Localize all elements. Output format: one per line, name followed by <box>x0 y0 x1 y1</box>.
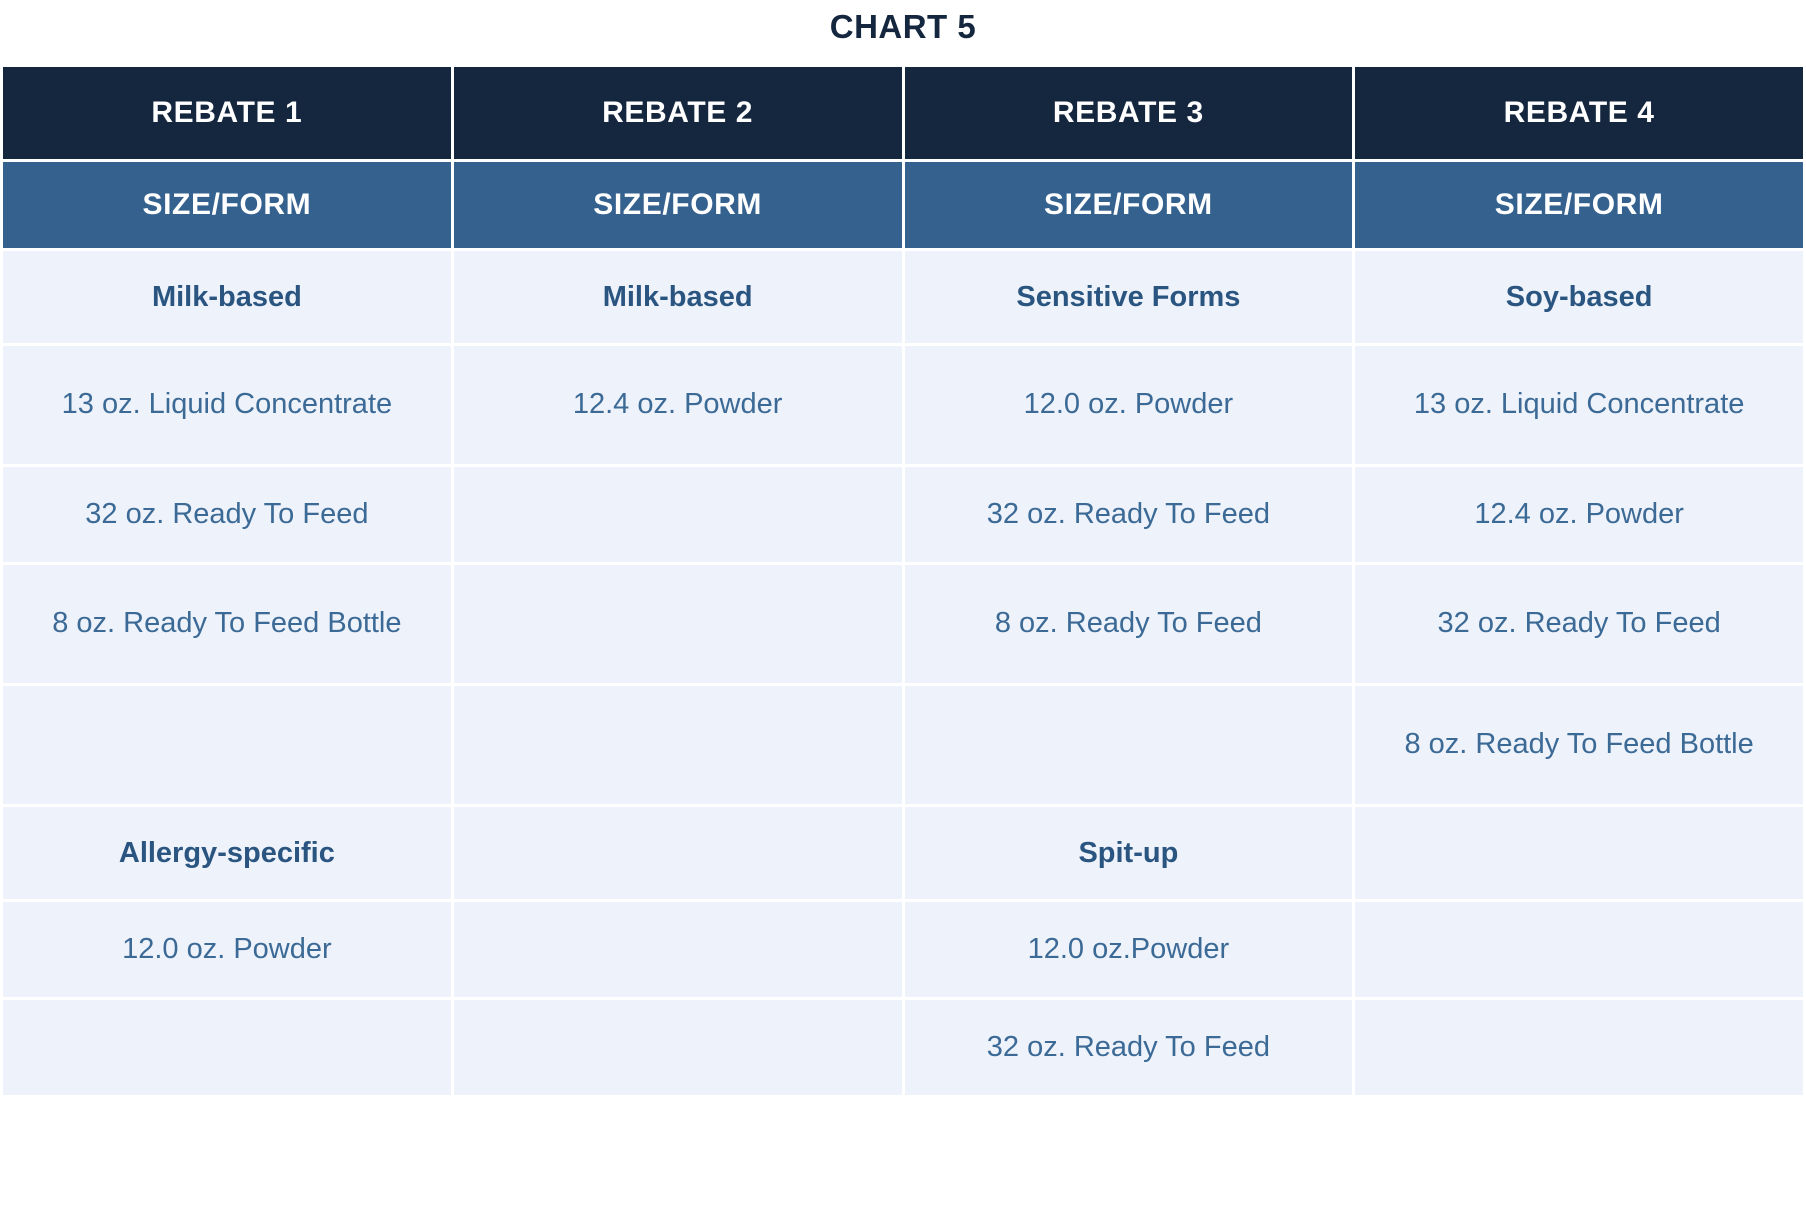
category-cell <box>454 807 902 899</box>
data-cell <box>3 686 451 804</box>
table-row <box>3 346 1803 464</box>
data-cell: 8 oz. Ready To Feed <box>905 565 1353 683</box>
data-cell: 12.0 oz. Powder <box>905 346 1353 464</box>
data-cell: 32 oz. Ready To Feed <box>905 467 1353 562</box>
header-rebate-2: REBATE 2 <box>454 67 902 159</box>
header-sizeform-1: SIZE/FORM <box>3 162 451 248</box>
data-cell <box>3 1000 451 1095</box>
data-cell <box>454 686 902 804</box>
data-cell: 32 oz. Ready To Feed <box>1355 565 1803 683</box>
table-row <box>3 251 1803 343</box>
data-cell <box>1355 1000 1803 1095</box>
header-sizeform-4: SIZE/FORM <box>1355 162 1803 248</box>
header-sizeform-3: SIZE/FORM <box>905 162 1353 248</box>
data-cell <box>454 467 902 562</box>
header-rebate-3: REBATE 3 <box>905 67 1353 159</box>
data-cell <box>454 565 902 683</box>
category-cell: Spit-up <box>905 807 1353 899</box>
data-cell: 8 oz. Ready To Feed Bottle <box>3 565 451 683</box>
category-cell: Allergy-specific <box>3 807 451 899</box>
table-row <box>3 1000 1803 1095</box>
category-cell: Soy-based <box>1355 251 1803 343</box>
data-cell <box>454 902 902 997</box>
category-cell: Milk-based <box>454 251 902 343</box>
data-cell: 13 oz. Liquid Concentrate <box>3 346 451 464</box>
table-row <box>3 565 1803 683</box>
data-cell: 8 oz. Ready To Feed Bottle <box>1355 686 1803 804</box>
category-cell: Milk-based <box>3 251 451 343</box>
data-cell: 12.0 oz. Powder <box>3 902 451 997</box>
data-cell: 32 oz. Ready To Feed <box>3 467 451 562</box>
header-rebate-1: REBATE 1 <box>3 67 451 159</box>
rebate-size-form-table <box>0 64 1806 1098</box>
data-cell: 32 oz. Ready To Feed <box>905 1000 1353 1095</box>
page-title: CHART 5 <box>829 8 977 45</box>
data-cell: 13 oz. Liquid Concentrate <box>1355 346 1803 464</box>
table-row <box>3 467 1803 562</box>
data-cell: 12.0 oz.Powder <box>905 902 1353 997</box>
table-row <box>3 807 1803 899</box>
header-rebate-4: REBATE 4 <box>1355 67 1803 159</box>
table-header-rebates <box>3 67 1803 159</box>
data-cell: 12.4 oz. Powder <box>1355 467 1803 562</box>
table-row <box>3 686 1803 804</box>
data-cell <box>454 1000 902 1095</box>
data-cell <box>905 686 1353 804</box>
data-cell: 12.4 oz. Powder <box>454 346 902 464</box>
category-cell: Sensitive Forms <box>905 251 1353 343</box>
data-cell <box>1355 902 1803 997</box>
category-cell <box>1355 807 1803 899</box>
table-header-sizeform <box>3 162 1803 248</box>
header-sizeform-2: SIZE/FORM <box>454 162 902 248</box>
table-row <box>3 902 1803 997</box>
